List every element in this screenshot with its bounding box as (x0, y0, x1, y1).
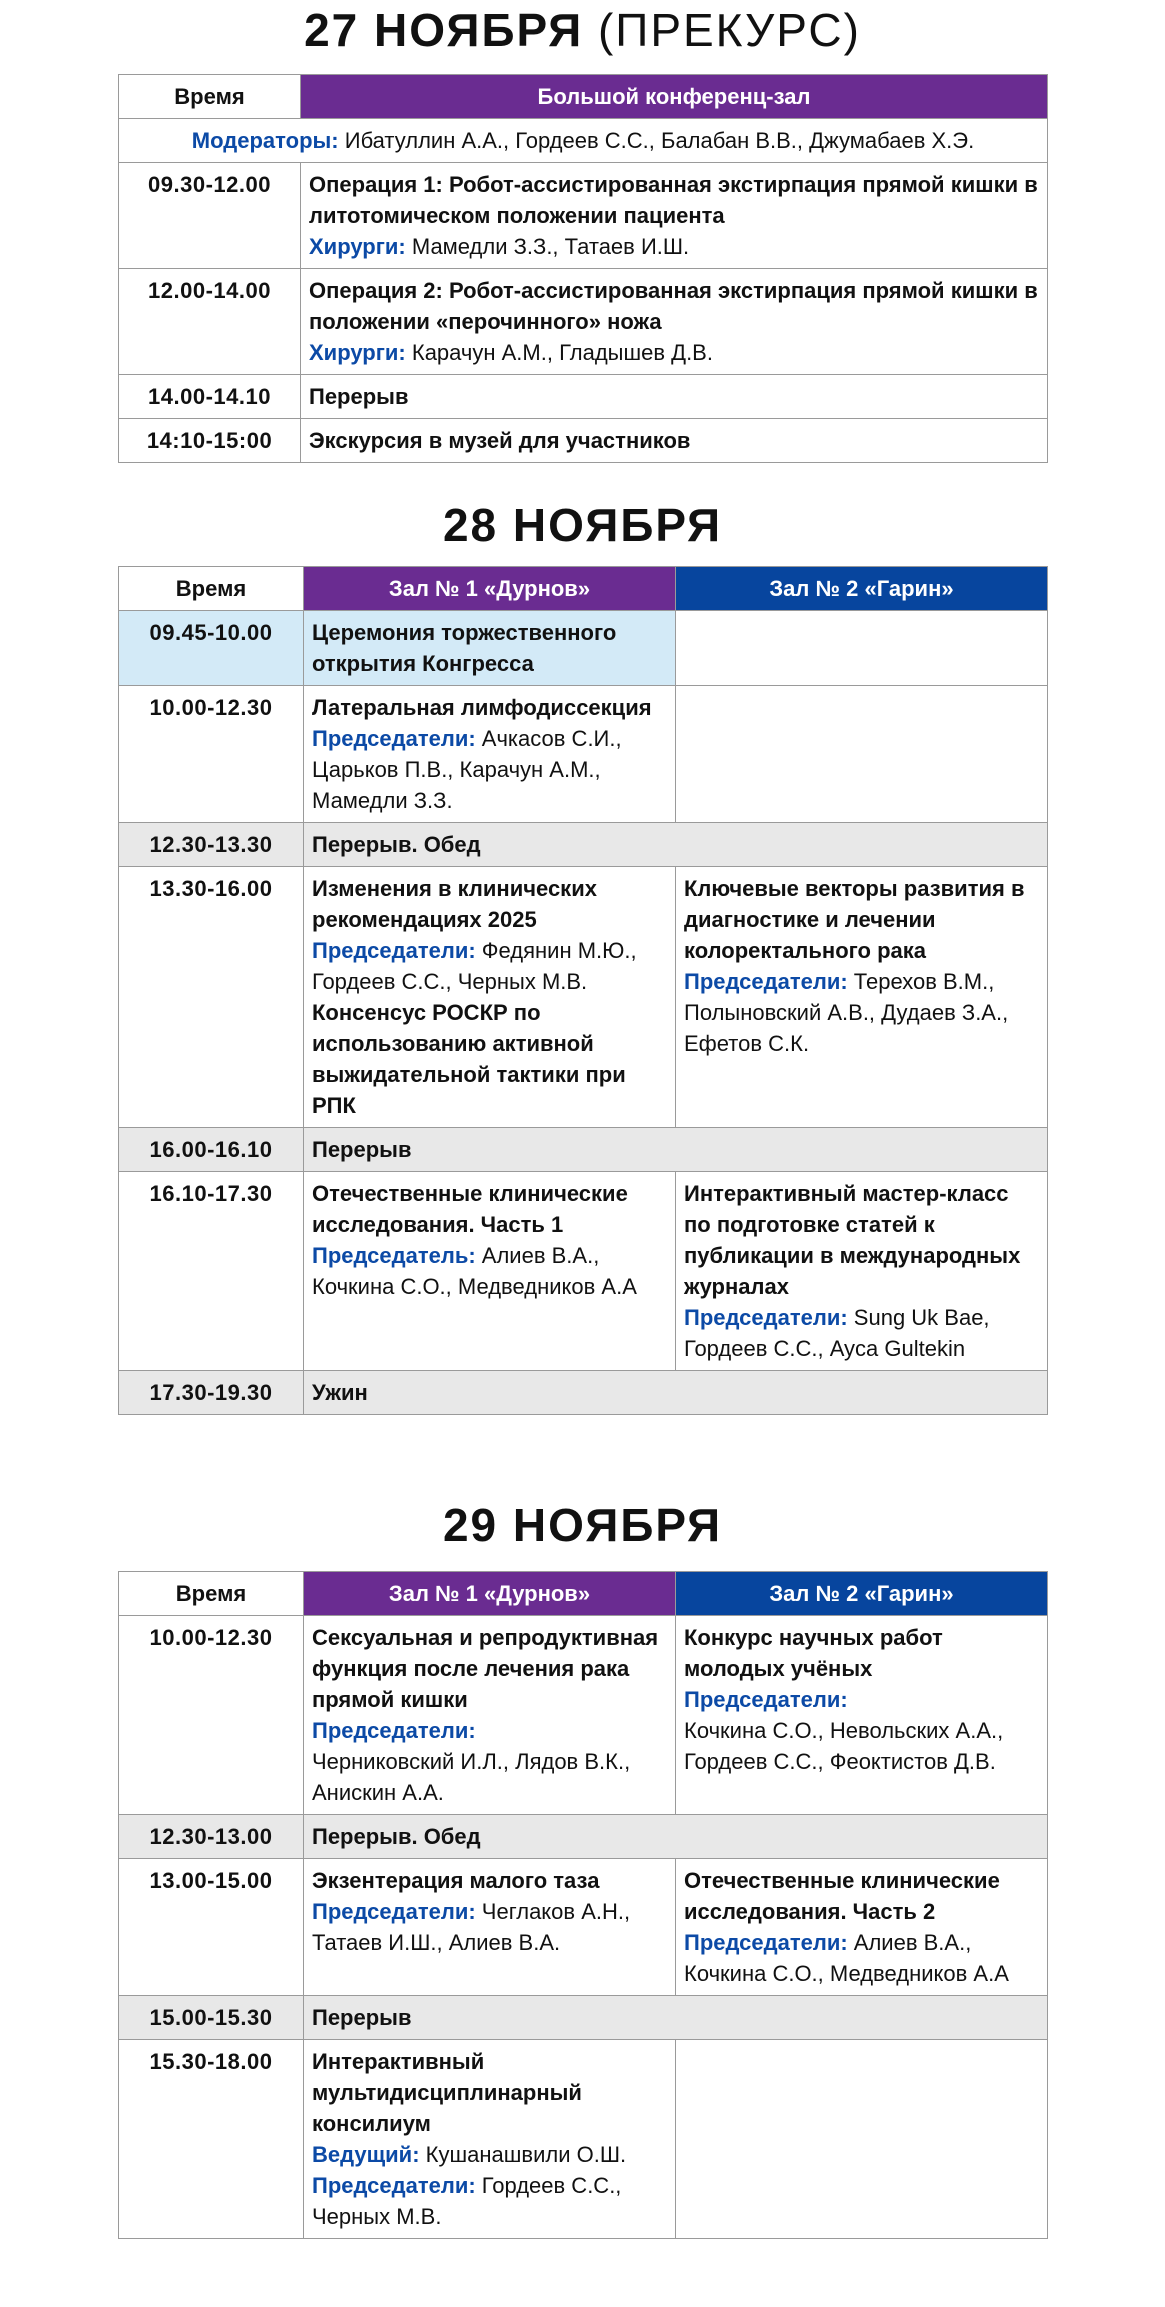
empty-cell (676, 686, 1048, 823)
time-cell: 16.10-17.30 (119, 1172, 304, 1371)
chairs-names: Алиев В.А., Кочкина С.О., Медведников А.А (684, 1930, 1009, 1986)
session-title: Ключевые векторы развития в диагностике и лечении колоректального рака (684, 876, 1025, 963)
session-cell (304, 2040, 676, 2239)
time-cell: 15.00-15.30 (119, 1996, 304, 2040)
time-cell: 12.00-14.00 (119, 269, 301, 375)
chairs-names: Черниковский И.Л., Лядов В.К., Анискин А.А. (312, 1749, 631, 1805)
table-row (119, 375, 1048, 419)
time-cell: 10.00-12.30 (119, 1616, 304, 1815)
chairs-names: Кочкина С.О., Невольских А.А., Гордеев С.С., Феоктистов Д.В. (684, 1718, 1004, 1774)
session-cell (304, 686, 676, 823)
chair-names: Алиев В.А., Кочкина С.О., Медведников А.А (312, 1243, 637, 1299)
chairs-label: Председатели: (684, 1305, 848, 1330)
table-row (119, 269, 1048, 375)
session-title: Интерактивный мастер-класс по подготовке статей к публикации в международных журналах (684, 1181, 1021, 1299)
time-column-header: Время (119, 567, 304, 611)
chairs-label: Председатели: (312, 726, 476, 751)
table-row (119, 1859, 1048, 1996)
time-cell: 09.45-10.00 (119, 611, 304, 686)
time-cell: 13.30-16.00 (119, 867, 304, 1128)
session-cell (676, 1616, 1048, 1815)
hall-header-main: Большой конференц-зал (301, 75, 1048, 119)
chairs-label: Председатели: (312, 1718, 476, 1743)
host-label: Ведущий: (312, 2142, 420, 2167)
chairs-names: Ачкасов С.И., Царьков П.В., Карачун А.М., Мамедли З.З. (312, 726, 622, 813)
session-title: Экскурсия в музей для участников (301, 419, 1048, 463)
session-title: Консенсус РОСКР по использованию активной выжидательной тактики при РПК (312, 1000, 626, 1118)
session-title: Отечественные клинические исследования. Часть 2 (684, 1868, 1000, 1924)
empty-cell (676, 2040, 1048, 2239)
moderators-label: Модераторы: (191, 128, 339, 153)
day-title-27-nov (0, 2, 1165, 58)
hall-1-header: Зал № 1 «Дурнов» (304, 1572, 676, 1616)
session-cell (304, 1172, 676, 1371)
schedule-table-29-nov (118, 1571, 1048, 2239)
day-title-text: 29 НОЯБРЯ (442, 1499, 723, 1551)
chairs-names: Sung Uk Bae, Гордеев С.С., Ayca Gultekin (684, 1305, 990, 1361)
session-title: Изменения в клинических рекомендациях 2025 (312, 876, 597, 932)
table-row (119, 823, 1048, 867)
session-title: Конкурс научных работ молодых учёных (684, 1625, 943, 1681)
time-cell: 14.00-14.10 (119, 375, 301, 419)
schedule-table-28-nov (118, 566, 1048, 1415)
table-row (119, 1371, 1048, 1415)
time-cell: 10.00-12.30 (119, 686, 304, 823)
chair-label: Председатель: (312, 1243, 476, 1268)
session-title: Операция 1: Робот-ассистированная экстирпация прямой кишки в литотомическом положении пациента (309, 172, 1038, 228)
surgeons-label: Хирурги: (309, 234, 406, 259)
surgeons-names: Мамедли З.З., Татаев И.Ш. (411, 234, 690, 259)
session-cell (301, 163, 1048, 269)
session-cell (676, 867, 1048, 1128)
hall-2-header: Зал № 2 «Гарин» (676, 567, 1048, 611)
table-row (119, 163, 1048, 269)
empty-cell (676, 611, 1048, 686)
session-title: Перерыв (304, 1128, 1048, 1172)
session-title: Латеральная лимфодиссекция (312, 695, 652, 720)
hall-2-header: Зал № 2 «Гарин» (676, 1572, 1048, 1616)
time-column-header: Время (119, 1572, 304, 1616)
day-title-29-nov (0, 1497, 1165, 1553)
time-cell: 09.30-12.00 (119, 163, 301, 269)
surgeons-names: Карачун А.М., Гладышев Д.В. (411, 340, 713, 365)
time-column-header: Время (119, 75, 301, 119)
day-title-28-nov (0, 497, 1165, 553)
table-row (119, 867, 1048, 1128)
moderators-row (119, 119, 1048, 163)
day-subtitle: (ПРЕКУРС) (597, 4, 861, 56)
chairs-names: Гордеев С.С., Черных М.В. (312, 2173, 622, 2229)
time-cell: 16.00-16.10 (119, 1128, 304, 1172)
table-row (119, 2040, 1048, 2239)
session-title: Церемония торжественного открытия Конгресса (304, 611, 676, 686)
session-title: Экзентерация малого таза (312, 1868, 600, 1893)
session-title: Отечественные клинические исследования. Часть 1 (312, 1181, 628, 1237)
chairs-names: Терехов В.М., Полыновский А.В., Дудаев З.А., Ефетов С.К. (684, 969, 1009, 1056)
table-row (119, 1172, 1048, 1371)
session-cell (304, 867, 676, 1128)
table-header-row (119, 1572, 1048, 1616)
chairs-label: Председатели: (312, 938, 476, 963)
moderators-names: Ибатуллин А.А., Гордеев С.С., Балабан В.В., Джумабаев Х.Э. (344, 128, 975, 153)
session-title: Перерыв. Обед (304, 1815, 1048, 1859)
table-row (119, 1996, 1048, 2040)
time-cell: 15.30-18.00 (119, 2040, 304, 2239)
chairs-label: Председатели: (312, 1899, 476, 1924)
host-name: Кушанашвили О.Ш. (425, 2142, 627, 2167)
session-cell (304, 1859, 676, 1996)
session-cell (304, 1616, 676, 1815)
table-header-row (119, 567, 1048, 611)
session-cell (301, 269, 1048, 375)
session-title: Сексуальная и репродуктивная функция после лечения рака прямой кишки (312, 1625, 659, 1712)
session-title: Операция 2: Робот-ассистированная экстирпация прямой кишки в положении «перочинного» ножа (309, 278, 1038, 334)
table-row (119, 611, 1048, 686)
chairs-label: Председатели: (312, 2173, 476, 2198)
chairs-label: Председатели: (684, 1687, 848, 1712)
time-cell: 12.30-13.30 (119, 823, 304, 867)
moderators-cell (119, 119, 1048, 163)
time-cell: 17.30-19.30 (119, 1371, 304, 1415)
day-title-text: 28 НОЯБРЯ (442, 499, 723, 551)
table-row (119, 1128, 1048, 1172)
day-title-text: 27 НОЯБРЯ (304, 4, 584, 56)
session-title: Перерыв (304, 1996, 1048, 2040)
table-header-row (119, 75, 1048, 119)
schedule-table-27-nov (118, 74, 1048, 463)
chairs-names: Чеглаков А.Н., Татаев И.Ш., Алиев В.А. (312, 1899, 631, 1955)
surgeons-label: Хирурги: (309, 340, 406, 365)
session-title: Интерактивный мультидисциплинарный консилиум (312, 2049, 582, 2136)
table-row (119, 1616, 1048, 1815)
session-title: Ужин (304, 1371, 1048, 1415)
table-row (119, 419, 1048, 463)
chairs-label: Председатели: (684, 969, 848, 994)
session-title: Перерыв. Обед (304, 823, 1048, 867)
time-cell: 14:10-15:00 (119, 419, 301, 463)
session-cell (676, 1172, 1048, 1371)
table-row (119, 686, 1048, 823)
session-cell (676, 1859, 1048, 1996)
table-row (119, 1815, 1048, 1859)
hall-1-header: Зал № 1 «Дурнов» (304, 567, 676, 611)
chair-label: Председатели: (684, 1930, 848, 1955)
time-cell: 12.30-13.00 (119, 1815, 304, 1859)
time-cell: 13.00-15.00 (119, 1859, 304, 1996)
session-title: Перерыв (301, 375, 1048, 419)
chairs-names: Федянин М.Ю., Гордеев С.С., Черных М.В. (312, 938, 637, 994)
